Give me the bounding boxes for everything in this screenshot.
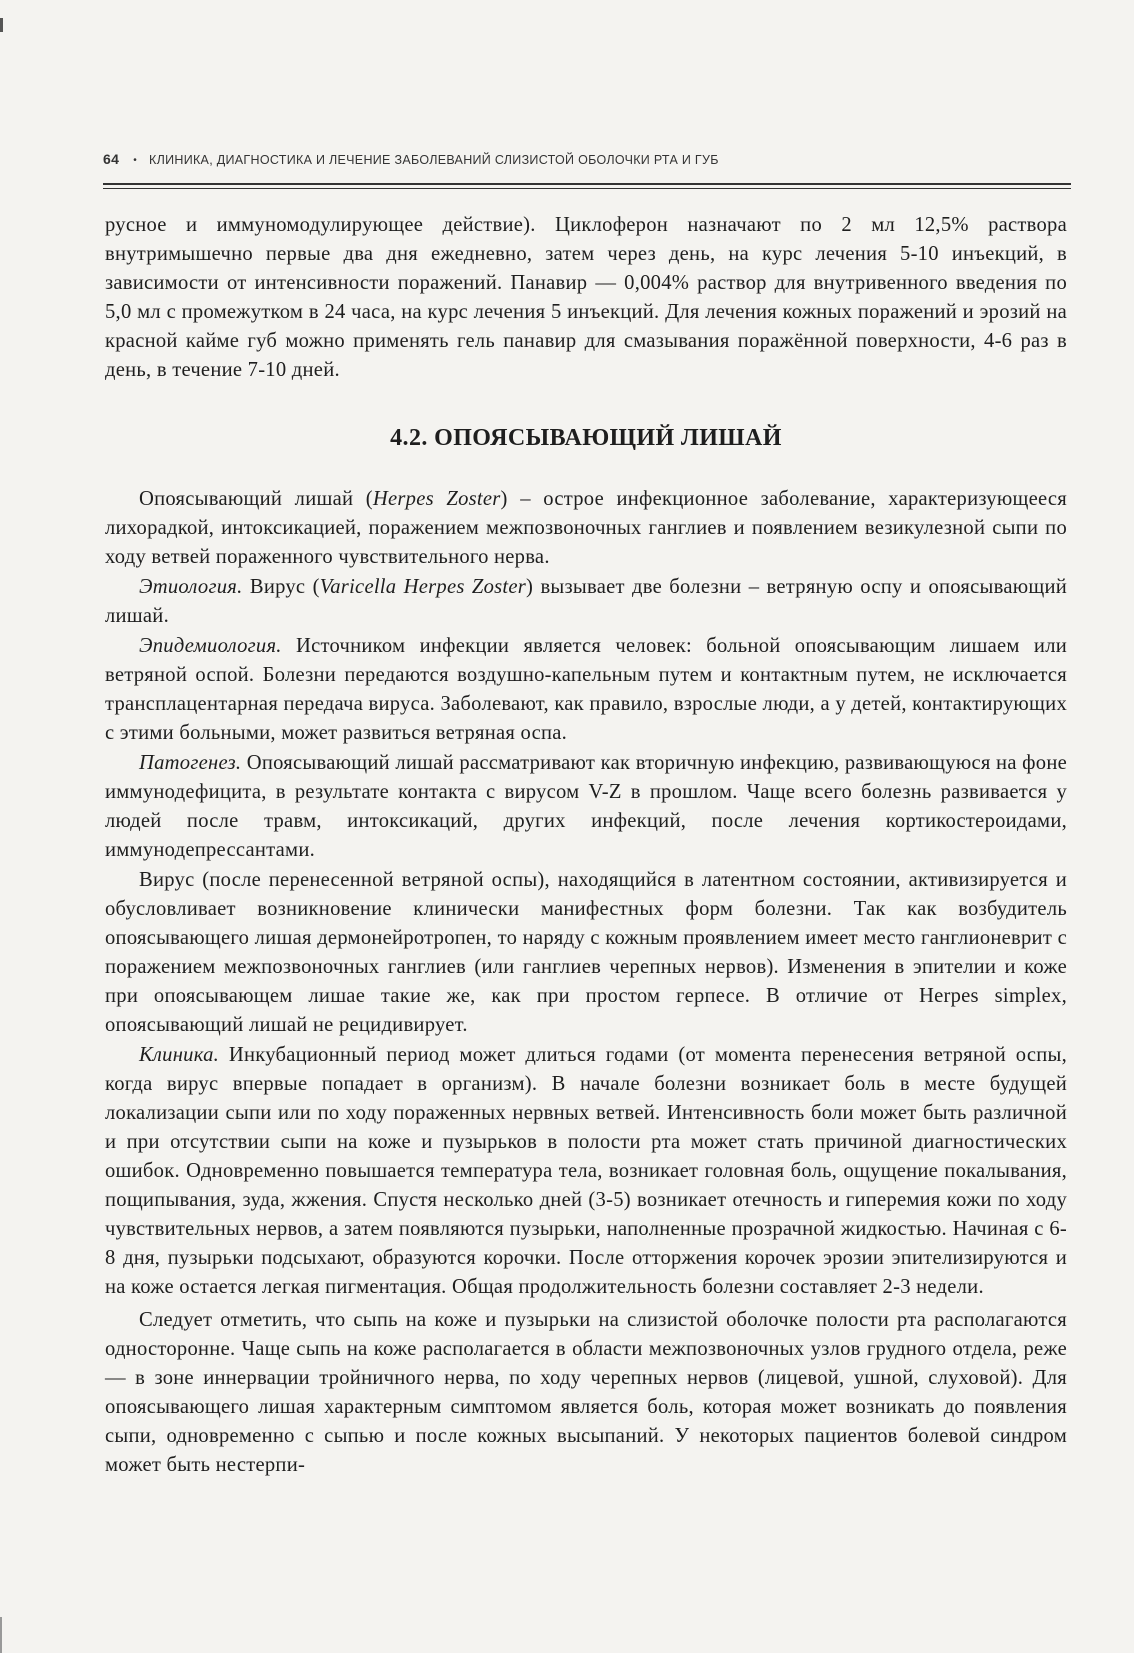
- latin-term: Varicella Herpes Zoster: [319, 576, 527, 598]
- paragraph-label: Эпидемиология.: [139, 635, 282, 657]
- paragraph-label: Клиника.: [139, 1044, 220, 1066]
- text-run: Вирус (: [242, 576, 320, 598]
- text-run: ) вызывает две болезни – ветряную оспу и опоясывающий лишай.: [105, 576, 1067, 627]
- text-run: ) – острое инфекционное заболевание, характеризующееся лихорадкой, интоксикацией, поражением межпозвоночных ганглиев и появлением везикулезной сыпи по ходу ветвей пораженного чувствительного нерва.: [105, 488, 1067, 568]
- intro-paragraph: русное и иммуномодулирующее действие). Циклоферон назначают по 2 мл 12,5% раствора внутримышечно первые два дня ежедневно, затем через день, на курс лечения 5-10 инъекций, в зависимости от интенсивности поражений. Панавир — 0,004% раствор для внутривенного введения по 5,0 мл с промежутком в 24 часа, на курс лечения 5 инъекций. Для лечения кожных поражений и эрозий на красной кайме губ можно применять гель панавир для смазывания поражённой поверхности, 4-6 раз в день, в течение 7-10 дней.: [105, 214, 1067, 381]
- paragraph-virus: Вирус (после перенесенной ветряной оспы), находящийся в латентном состоянии, активизируется и обусловливает возникновение клинически манифестных форм болезни. Так как возбудитель опоясывающего лишая дермонейротропен, то наряду с кожным проявлением имеет место ганглионеврит с поражением межпозвоночных ганглиев (или ганглиев черепных нервов). Изменения в эпителии и коже при опоясывающем лишае такие же, как при простом герпесе. В отличие от Herpes simplex, опоясывающий лишай не рецидивирует.: [105, 869, 1067, 1036]
- latin-term: Herpes Zoster: [372, 488, 501, 510]
- scan-edge-mark: [0, 1617, 2, 1653]
- text-run: Источником инфекции является человек: больной опоясывающим лишаем или ветряной оспой. Болезни передаются воздушно-капельным путем и контактным путем, не исключается трансплацентарная передача вируса. Заболевают, как правило, взрослые люди, а у детей, контактирующих с этими больными, может развиться ветряная оспа.: [105, 635, 1067, 744]
- paragraph-etiology: [105, 573, 1067, 631]
- header-bullet: •: [133, 155, 137, 166]
- paragraph-epidemiology: [105, 632, 1067, 748]
- header-rule: [103, 183, 1071, 185]
- header-rule: [103, 188, 1071, 189]
- intro-text-block: [105, 211, 1067, 385]
- running-title: КЛИНИКА, ДИАГНОСТИКА И ЛЕЧЕНИЕ ЗАБОЛЕВАНИЙ СЛИЗИСТОЙ ОБОЛОЧКИ РТА И ГУБ: [149, 153, 719, 167]
- paragraph-label: Этиология.: [139, 576, 243, 598]
- page-number: 64: [103, 151, 120, 167]
- section-heading: 4.2. ОПОЯСЫВАЮЩИЙ ЛИШАЙ: [390, 425, 782, 451]
- paragraph-pathogenesis: [105, 749, 1067, 865]
- paragraph-label: Патогенез.: [139, 752, 242, 774]
- text-run: Инкубационный период может длиться годами (от момента перенесения ветряной оспы, когда вирус впервые попадает в организм). В начале болезни возникает боль в месте будущей локализации сыпи или по ходу пораженных нервных ветвей. Интенсивность боли может быть различной и при отсутствии сыпи на коже и пузырьков в полости рта может стать причиной диагностических ошибок. Одновременно повышается температура тела, возникает головная боль, ощущение покалывания, пощипывания, зуда, жжения. Спустя несколько дней (3-5) возникает отечность и гиперемия кожи по ходу чувствительных нервов, а затем появляются пузырьки, наполненные прозрачной жидкостью. Начиная с 6-8 дня, пузырьки подсыхают, образуются корочки. После отторжения корочек эрозии эпителизируются и на коже остается легкая пигментация. Общая продолжительность болезни составляет 2-3 недели.: [105, 1044, 1067, 1298]
- paragraph-rash: Следует отметить, что сыпь на коже и пузырьки на слизистой оболочке полости рта располагаются односторонне. Чаще сыпь на коже располагается в области межпозвоночных узлов грудного отдела, реже — в зоне иннервации тройничного нерва, по ходу черепных нервов (лицевой, ушной, слуховой). Для опоясывающего лишая характерным симптомом является боль, которая может возникать до появления сыпи, одновременно с сыпью и после кожных высыпаний. У некоторых пациентов болевой синдром может быть нестерпи-: [105, 1309, 1067, 1476]
- running-header: [103, 151, 1038, 167]
- main-text-block: [105, 485, 1067, 1480]
- text-run: Опоясывающий лишай (: [139, 488, 373, 510]
- paragraph-clinic: [105, 1041, 1067, 1302]
- paragraph-definition: [105, 485, 1067, 572]
- scan-edge-mark: [0, 18, 3, 32]
- text-run: Опоясывающий лишай рассматривают как вторичную инфекцию, развивающуюся на фоне иммунодефицита, в результате контакта с вирусом V-Z в прошлом. Чаще всего болезнь развивается у людей после травм, интоксикаций, других инфекций, после лечения кортикостероидами, иммунодепрессантами.: [105, 752, 1067, 861]
